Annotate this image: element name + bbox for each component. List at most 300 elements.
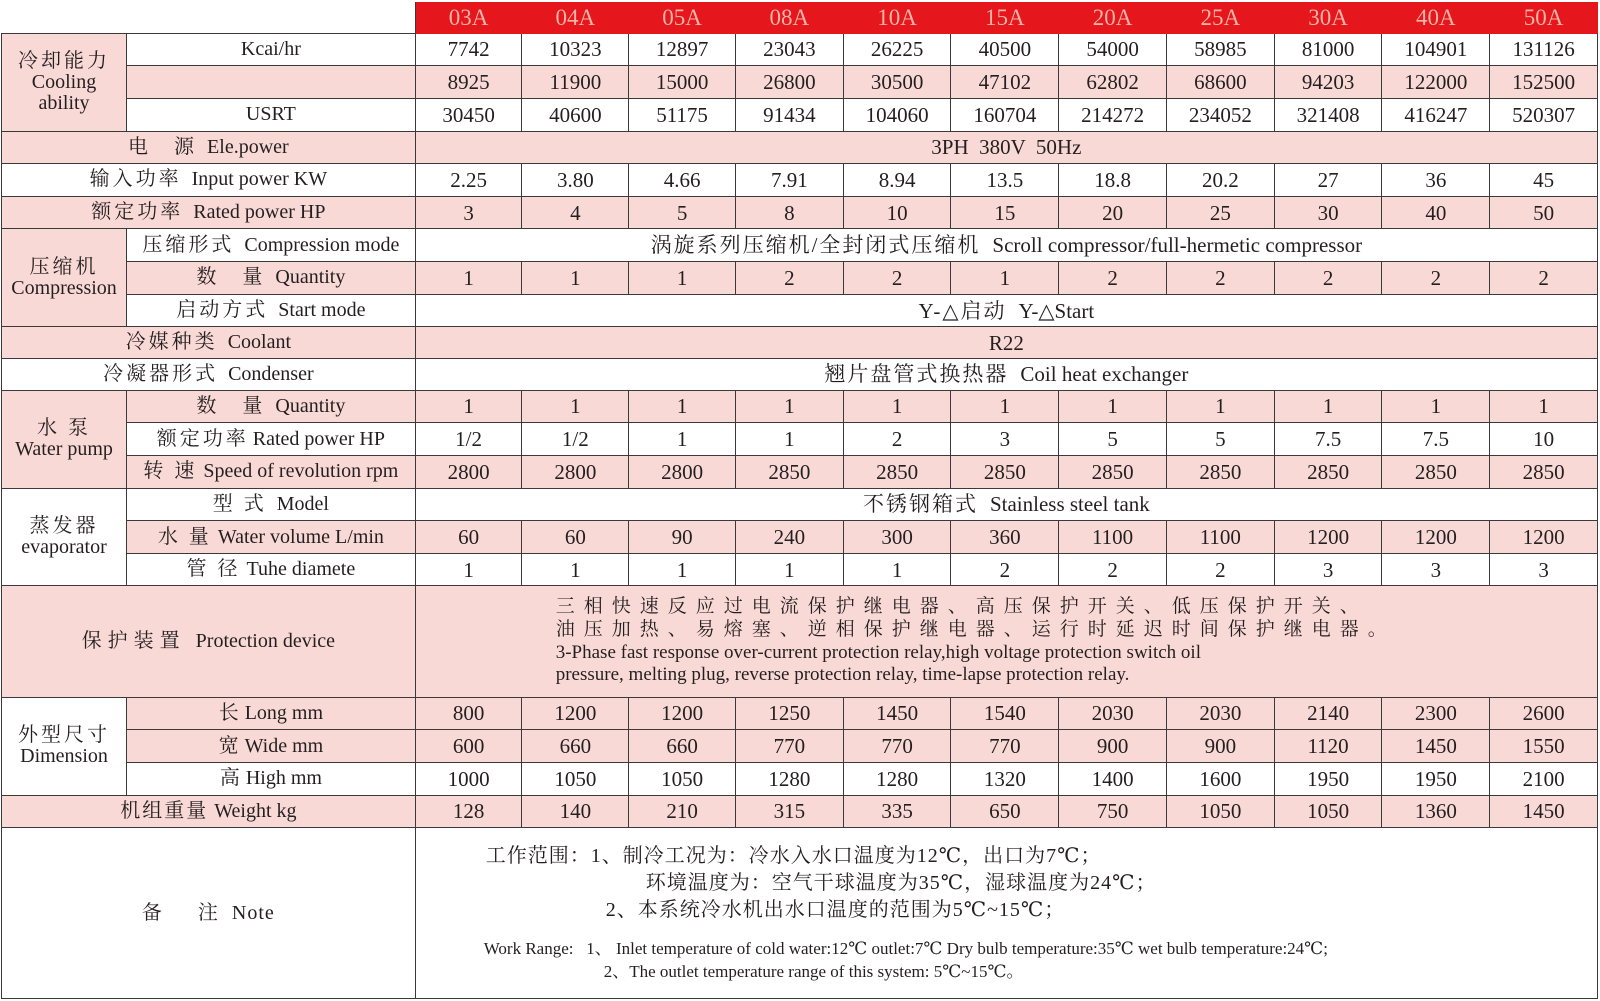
table-cell: 1 — [1059, 390, 1167, 423]
evaporator-model-row — [2, 488, 1598, 521]
table-cell: 1540 — [951, 697, 1059, 730]
model-header: 40A — [1382, 3, 1490, 34]
dimension-wide-label-zh: 宽 — [218, 734, 239, 757]
table-cell: 1280 — [735, 762, 843, 795]
note-label — [2, 828, 416, 999]
note-en-line-1: Work Range: 1、 Inlet temperature of cold water:12℃ outlet:7℃ Dry bulb temperature:35℃ wet bulb temperature:24℃; — [483, 938, 1328, 958]
table-cell: 600 — [415, 730, 522, 763]
table-cell: 1050 — [629, 762, 736, 795]
compressor-quantity-label-zh: 数 量 — [196, 266, 266, 289]
table-cell: 4 — [522, 196, 629, 229]
table-cell: 10 — [843, 196, 951, 229]
table-cell: 770 — [843, 730, 951, 763]
table-cell: 1 — [629, 262, 736, 295]
input-power-label — [2, 164, 416, 197]
table-cell: 1450 — [843, 697, 951, 730]
table-cell: 2850 — [1382, 455, 1490, 488]
protection-line-3: 3-Phase fast response over-current protection relay,high voltage protection switch oil — [555, 641, 1201, 663]
coolant-row — [2, 327, 1598, 359]
table-cell: 1200 — [1490, 521, 1598, 554]
table-cell: 10 — [1490, 423, 1598, 456]
dimension-high-label-zh: 高 — [219, 767, 240, 790]
pump-quantity-label — [127, 390, 416, 423]
table-cell: 10323 — [522, 33, 629, 66]
table-cell: 2 — [735, 262, 843, 295]
coolant-label — [2, 327, 416, 359]
table-cell: 54000 — [1059, 33, 1167, 66]
table-cell: 20.2 — [1166, 164, 1274, 197]
table-cell: 2850 — [1059, 455, 1167, 488]
table-cell: 2850 — [1166, 455, 1274, 488]
pump-quantity-label-en: Quantity — [275, 394, 346, 417]
compressor-quantity-label-en: Quantity — [275, 266, 346, 289]
model-header: 05A — [629, 3, 736, 34]
table-cell: 2 — [843, 423, 951, 456]
dimension-high-row — [2, 762, 1598, 795]
table-cell: 2850 — [951, 455, 1059, 488]
model-header: 20A — [1059, 3, 1167, 34]
table-cell: 2030 — [1059, 697, 1167, 730]
pump-quantity-label-zh: 数 量 — [196, 394, 266, 417]
coolant-label-zh: 冷媒种类 — [125, 331, 218, 354]
evaporator-model-label — [127, 488, 416, 521]
model-header: 50A — [1490, 3, 1598, 34]
table-cell: 214272 — [1059, 98, 1167, 131]
pump-quantity-row — [2, 390, 1598, 423]
table-cell: 1 — [1490, 390, 1598, 423]
table-cell: 140 — [522, 795, 629, 828]
protection-label — [2, 586, 416, 697]
table-cell: 2 — [1166, 553, 1274, 586]
table-cell: 2800 — [415, 455, 522, 488]
model-header: 15A — [951, 3, 1059, 34]
protection-label-zh: 保护装置 — [81, 630, 186, 653]
evaporator-model-value — [415, 488, 1597, 521]
table-cell: 2 — [1490, 262, 1598, 295]
table-cell: 160704 — [951, 98, 1059, 131]
pump-group-label — [2, 390, 127, 488]
dimension-long-label-en: Long mm — [244, 702, 324, 724]
pump-speed-label-zh: 转 速 — [143, 460, 198, 483]
table-cell: 1120 — [1274, 730, 1382, 763]
table-cell: 1/2 — [415, 423, 522, 456]
note-content — [415, 828, 1597, 999]
table-cell: 5 — [1059, 423, 1167, 456]
table-cell: 91434 — [735, 98, 843, 131]
table-cell: 8 — [735, 196, 843, 229]
table-cell: 750 — [1059, 795, 1167, 828]
compressor-start-label-en: Start mode — [278, 299, 366, 322]
compressor-start-value — [415, 294, 1597, 327]
table-cell: 2 — [1059, 553, 1167, 586]
power-row — [2, 131, 1598, 164]
protection-value — [415, 586, 1597, 697]
evaporator-group-label — [2, 488, 127, 586]
dimension-high-label-en: High mm — [245, 767, 322, 790]
table-cell: 900 — [1059, 730, 1167, 763]
evaporator-tube-label-en: Tuhe diamete — [246, 558, 356, 581]
table-cell: 8925 — [415, 66, 522, 99]
table-cell: 40 — [1382, 196, 1490, 229]
table-cell: 900 — [1166, 730, 1274, 763]
table-cell: 104060 — [843, 98, 951, 131]
table-cell: 1 — [843, 553, 951, 586]
table-cell: 2300 — [1382, 697, 1490, 730]
compressor-group-en: Compression — [11, 276, 117, 299]
spec-table — [1, 2, 1598, 999]
table-cell: 11900 — [522, 66, 629, 99]
table-cell: 104901 — [1382, 33, 1490, 66]
dimension-long-row — [2, 697, 1598, 730]
table-cell: 26225 — [843, 33, 951, 66]
table-cell: 2 — [843, 262, 951, 295]
table-cell: 128 — [415, 795, 522, 828]
table-cell: 1600 — [1166, 762, 1274, 795]
table-cell: 1320 — [951, 762, 1059, 795]
table-cell: 1 — [1166, 390, 1274, 423]
table-cell: 1 — [1382, 390, 1490, 423]
table-cell: 2030 — [1166, 697, 1274, 730]
note-row — [2, 828, 1598, 999]
evaporator-tube-row — [2, 553, 1598, 586]
input-power-row — [2, 164, 1598, 197]
evaporator-tube-label — [127, 553, 416, 586]
table-cell: 62802 — [1059, 66, 1167, 99]
protection-line-2: 油压加热、易熔塞、逆相保护继电器、运行时延迟时间保护继电器。 — [555, 618, 1396, 640]
table-cell: 234052 — [1166, 98, 1274, 131]
pump-rated-label-zh: 额定功率 — [156, 427, 249, 450]
table-cell: 800 — [415, 697, 522, 730]
table-cell: 1 — [522, 262, 629, 295]
dimension-wide-label — [127, 730, 416, 763]
compressor-quantity-label — [127, 262, 416, 295]
table-cell: 131126 — [1490, 33, 1598, 66]
dimension-group-en: Dimension — [20, 745, 108, 768]
evaporator-group-zh: 蒸发器 — [29, 515, 99, 537]
cooling-unit-label: USRT — [127, 98, 416, 131]
evaporator-water-label-en: Water volume L/min — [217, 525, 384, 548]
table-cell: 1280 — [843, 762, 951, 795]
note-zh-line-1: 工作范围：1、制冷工况为：冷水入水口温度为12℃，出口为7℃； — [485, 844, 1102, 867]
weight-label — [2, 795, 416, 828]
table-cell: 1 — [629, 423, 736, 456]
compressor-start-value-zh: Y-△启动 — [918, 298, 1007, 323]
rated-power-label-en: Rated power HP — [193, 201, 326, 224]
table-cell: 1 — [843, 390, 951, 423]
table-cell: 770 — [735, 730, 843, 763]
table-cell: 2 — [1274, 262, 1382, 295]
table-cell: 2 — [1059, 262, 1167, 295]
model-header: 03A — [415, 3, 522, 34]
rated-power-label — [2, 196, 416, 229]
table-cell: 20 — [1059, 196, 1167, 229]
table-cell: 25 — [1166, 196, 1274, 229]
note-en-line-2: 2、The outlet temperature range of this system: 5℃~15℃。 — [603, 961, 1024, 981]
condenser-label — [2, 359, 416, 391]
table-cell: 2850 — [735, 455, 843, 488]
evaporator-model-label-zh: 型 式 — [212, 492, 267, 515]
weight-label-zh: 机组重量 — [120, 799, 209, 822]
table-cell: 1050 — [522, 762, 629, 795]
cooling-row-usrt — [2, 98, 1598, 131]
table-cell: 15000 — [629, 66, 736, 99]
dimension-high-label — [127, 762, 416, 795]
table-cell: 2850 — [1490, 455, 1598, 488]
table-cell: 40500 — [951, 33, 1059, 66]
note-label-en: Note — [231, 901, 275, 924]
table-cell: 7742 — [415, 33, 522, 66]
table-cell: 335 — [843, 795, 951, 828]
table-cell: 1450 — [1490, 795, 1598, 828]
table-cell: 2.25 — [415, 164, 522, 197]
model-header: 10A — [843, 3, 951, 34]
table-cell: 1450 — [1382, 730, 1490, 763]
table-cell: 1 — [951, 390, 1059, 423]
table-cell: 3 — [951, 423, 1059, 456]
rated-power-row — [2, 196, 1598, 229]
cooling-group-label — [2, 33, 127, 131]
table-cell: 660 — [629, 730, 736, 763]
table-cell: 660 — [522, 730, 629, 763]
table-cell: 321408 — [1274, 98, 1382, 131]
table-cell: 58985 — [1166, 33, 1274, 66]
table-cell: 30 — [1274, 196, 1382, 229]
table-cell: 45 — [1490, 164, 1598, 197]
model-header: 30A — [1274, 3, 1382, 34]
table-cell: 1050 — [1166, 795, 1274, 828]
table-cell: 1 — [522, 553, 629, 586]
table-cell: 81000 — [1274, 33, 1382, 66]
table-cell: 1 — [415, 390, 522, 423]
table-cell: 1050 — [1274, 795, 1382, 828]
pump-rated-row — [2, 423, 1598, 456]
table-cell: 50 — [1490, 196, 1598, 229]
table-cell: 2 — [1382, 262, 1490, 295]
condenser-value-zh: 翘片盘管式换热器 — [824, 362, 1009, 387]
table-cell: 1100 — [1166, 521, 1274, 554]
table-cell: 650 — [951, 795, 1059, 828]
note-zh-line-2: 环境温度为：空气干球温度为35℃，湿球温度为24℃； — [645, 871, 1157, 894]
input-power-label-en: Input power KW — [191, 168, 328, 191]
table-cell: 152500 — [1490, 66, 1598, 99]
pump-rated-label-en: Rated power HP — [252, 427, 385, 450]
table-cell: 1 — [951, 262, 1059, 295]
table-cell: 3 — [1274, 553, 1382, 586]
compressor-mode-label-en: Compression mode — [244, 233, 400, 256]
table-cell: 2140 — [1274, 697, 1382, 730]
protection-line-1: 三相快速反应过电流保护继电器、高压保护开关、低压保护开关、 — [555, 595, 1368, 617]
evaporator-water-label — [127, 521, 416, 554]
header-corner — [2, 3, 416, 34]
table-cell: 3 — [1382, 553, 1490, 586]
compressor-group-zh: 压缩机 — [29, 255, 99, 278]
table-cell: 36 — [1382, 164, 1490, 197]
table-cell: 1 — [735, 553, 843, 586]
compressor-mode-value-zh: 涡旋系列压缩机/全封闭式压缩机 — [650, 233, 981, 258]
table-cell: 1 — [629, 553, 736, 586]
pump-group-en: Water pump — [15, 438, 113, 461]
protection-label-en: Protection device — [195, 630, 336, 653]
condenser-value-en: Coil heat exchanger — [1020, 362, 1189, 387]
compressor-mode-label-zh: 压缩形式 — [142, 233, 235, 256]
pump-speed-row — [2, 455, 1598, 488]
compressor-start-value-en: Y-△Start — [1018, 298, 1095, 323]
table-cell: 2 — [1166, 262, 1274, 295]
table-cell: 7.91 — [735, 164, 843, 197]
power-label-zh: 电 源 — [128, 135, 198, 158]
dimension-group-label — [2, 697, 127, 795]
table-cell: 7.5 — [1382, 423, 1490, 456]
protection-line-4: pressure, melting plug, reverse protection relay, time-lapse protection relay. — [555, 664, 1130, 686]
table-cell: 2800 — [629, 455, 736, 488]
compressor-mode-label — [127, 229, 416, 262]
pump-group-zh: 水 泵 — [37, 417, 92, 440]
table-cell: 1550 — [1490, 730, 1598, 763]
note-label-zh: 备 注 — [141, 901, 226, 924]
compressor-group-label — [2, 229, 127, 327]
table-cell: 1 — [735, 390, 843, 423]
table-cell: 2850 — [1274, 455, 1382, 488]
table-cell: 2850 — [843, 455, 951, 488]
table-cell: 1400 — [1059, 762, 1167, 795]
table-cell: 1 — [1274, 390, 1382, 423]
table-cell: 51175 — [629, 98, 736, 131]
table-cell: 94203 — [1274, 66, 1382, 99]
table-cell: 2 — [951, 553, 1059, 586]
table-cell: 1 — [415, 553, 522, 586]
table-cell: 13.5 — [951, 164, 1059, 197]
pump-rated-label — [127, 423, 416, 456]
evaporator-model-value-en: Stainless steel tank — [989, 492, 1150, 517]
table-cell: 90 — [629, 521, 736, 554]
table-cell: 1000 — [415, 762, 522, 795]
table-cell: 1200 — [1382, 521, 1490, 554]
compressor-mode-row — [2, 229, 1598, 262]
table-cell: 8.94 — [843, 164, 951, 197]
compressor-start-label — [127, 294, 416, 327]
table-cell: 30500 — [843, 66, 951, 99]
evaporator-water-label-zh: 水 量 — [157, 525, 212, 548]
table-cell: 300 — [843, 521, 951, 554]
evaporator-water-row — [2, 521, 1598, 554]
table-cell: 520307 — [1490, 98, 1598, 131]
condenser-label-zh: 冷凝器形式 — [103, 362, 219, 385]
table-cell: 60 — [415, 521, 522, 554]
table-cell: 315 — [735, 795, 843, 828]
model-header: 25A — [1166, 3, 1274, 34]
protection-row — [2, 586, 1598, 697]
table-cell: 3.80 — [522, 164, 629, 197]
table-cell: 1250 — [735, 697, 843, 730]
table-cell: 360 — [951, 521, 1059, 554]
cooling-row-2 — [2, 66, 1598, 99]
table-cell: 5 — [629, 196, 736, 229]
table-cell: 1200 — [522, 697, 629, 730]
table-cell: 1 — [735, 423, 843, 456]
coolant-value: R22 — [415, 327, 1597, 359]
note-zh-line-3: 2、本系统冷水机出水口温度的范围为5℃~15℃； — [605, 898, 1066, 921]
compressor-quantity-row — [2, 262, 1598, 295]
cooling-unit-label — [127, 66, 416, 99]
pump-speed-label — [127, 455, 416, 488]
table-cell: 3 — [1490, 553, 1598, 586]
model-header-row — [2, 3, 1598, 34]
table-cell: 60 — [522, 521, 629, 554]
table-cell: 1 — [522, 390, 629, 423]
cooling-row-kcal — [2, 33, 1598, 66]
table-cell: 18.8 — [1059, 164, 1167, 197]
dimension-wide-label-en: Wide mm — [244, 734, 324, 757]
compressor-start-label-zh: 启动方式 — [176, 299, 269, 322]
model-header: 04A — [522, 3, 629, 34]
pump-speed-label-en: Speed of revolution rpm — [203, 460, 399, 483]
table-cell: 210 — [629, 795, 736, 828]
table-cell: 1/2 — [522, 423, 629, 456]
table-cell: 47102 — [951, 66, 1059, 99]
evaporator-tube-label-zh: 管 径 — [186, 558, 241, 581]
table-cell: 12897 — [629, 33, 736, 66]
table-cell: 7.5 — [1274, 423, 1382, 456]
dimension-long-label — [127, 697, 416, 730]
table-cell: 2800 — [522, 455, 629, 488]
table-cell: 3 — [415, 196, 522, 229]
table-cell: 240 — [735, 521, 843, 554]
power-value: 3PH 380V 50Hz — [415, 131, 1597, 164]
weight-row — [2, 795, 1598, 828]
table-cell: 1950 — [1274, 762, 1382, 795]
table-cell: 2600 — [1490, 697, 1598, 730]
table-cell: 4.66 — [629, 164, 736, 197]
condenser-label-en: Condenser — [228, 362, 314, 385]
table-cell: 1360 — [1382, 795, 1490, 828]
table-cell: 27 — [1274, 164, 1382, 197]
table-cell: 1 — [415, 262, 522, 295]
input-power-label-zh: 输入功率 — [89, 168, 182, 191]
table-cell: 40600 — [522, 98, 629, 131]
compressor-mode-value — [415, 229, 1597, 262]
dimension-wide-row — [2, 730, 1598, 763]
table-cell: 26800 — [735, 66, 843, 99]
table-cell: 1200 — [1274, 521, 1382, 554]
power-label-en: Ele.power — [207, 135, 289, 158]
coolant-label-en: Coolant — [227, 331, 292, 354]
table-cell: 1200 — [629, 697, 736, 730]
table-cell: 1100 — [1059, 521, 1167, 554]
table-cell: 416247 — [1382, 98, 1490, 131]
condenser-value — [415, 359, 1597, 391]
table-cell: 5 — [1166, 423, 1274, 456]
table-cell: 1 — [629, 390, 736, 423]
table-cell: 1950 — [1382, 762, 1490, 795]
evaporator-model-value-zh: 不锈钢箱式 — [862, 492, 978, 517]
evaporator-group-en: evaporator — [21, 536, 107, 558]
rated-power-label-zh: 额定功率 — [91, 201, 184, 224]
condenser-row — [2, 359, 1598, 391]
cooling-group-en: Cooling ability — [31, 70, 97, 114]
evaporator-model-label-en: Model — [276, 492, 329, 515]
table-cell: 15 — [951, 196, 1059, 229]
compressor-start-row — [2, 294, 1598, 327]
cooling-group-zh: 冷却能力 — [18, 49, 111, 72]
cooling-unit-label: Kcai/hr — [127, 33, 416, 66]
table-cell: 122000 — [1382, 66, 1490, 99]
table-cell: 23043 — [735, 33, 843, 66]
table-cell: 2100 — [1490, 762, 1598, 795]
weight-label-en: Weight kg — [214, 799, 297, 822]
table-cell: 30450 — [415, 98, 522, 131]
table-cell: 68600 — [1166, 66, 1274, 99]
power-label — [2, 131, 416, 164]
